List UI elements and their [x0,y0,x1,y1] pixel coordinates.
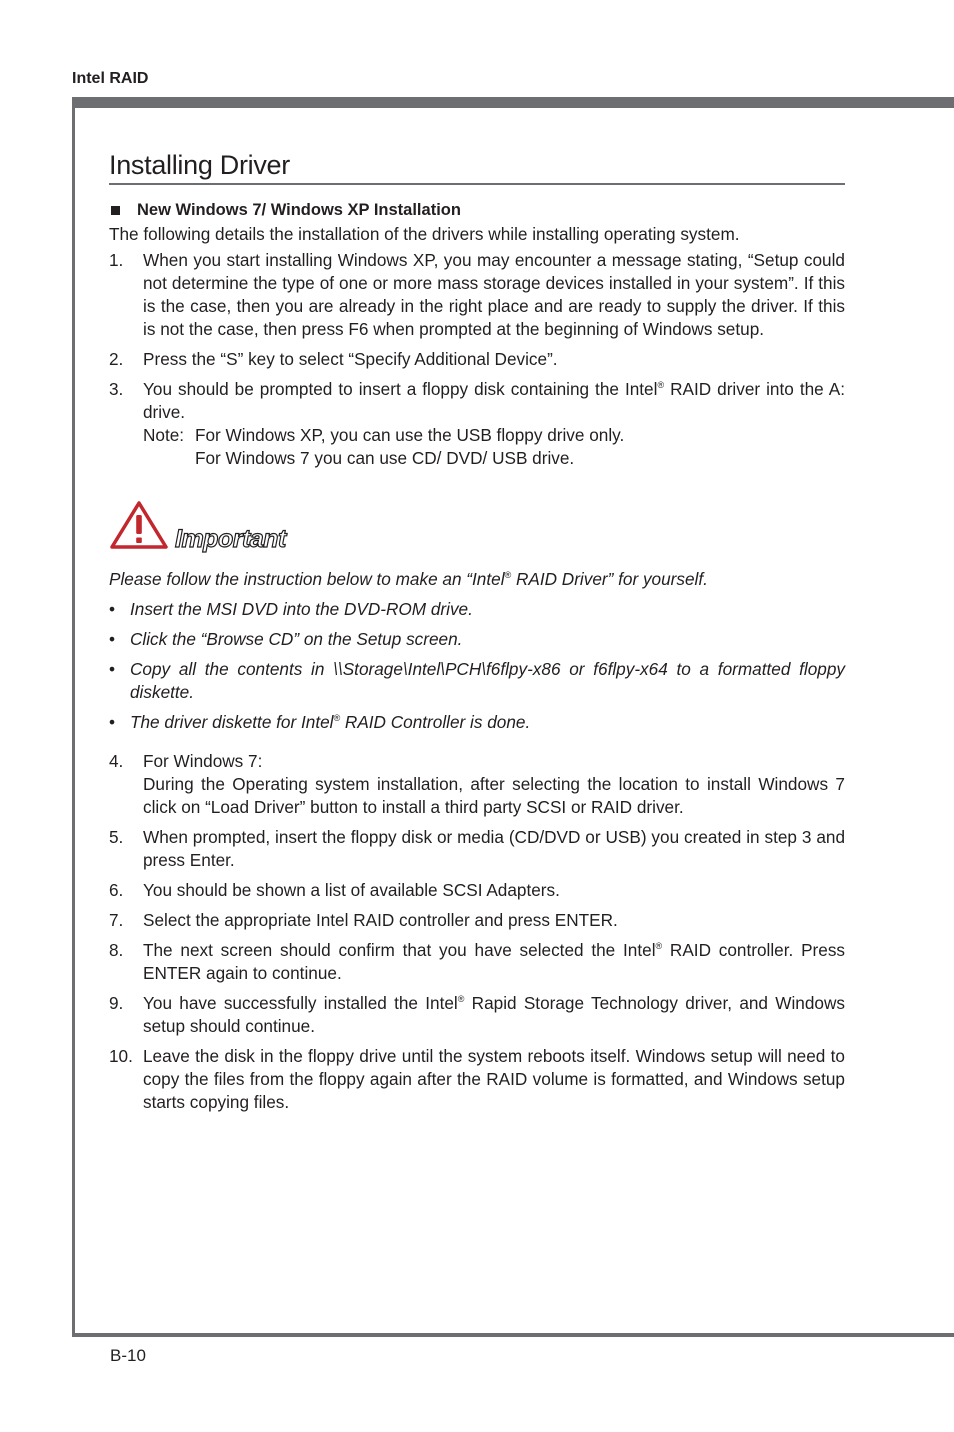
step-text: The next screen should confirm that you have selected the Intel [143,940,656,960]
step-text: Leave the disk in the floppy drive until the system reboots itself. Windows setup will need to copy the files from the floppy again after the RAID volume is formatted, and Windows setup starts copying files. [143,1046,845,1112]
subsection-heading [109,199,845,222]
list-item [109,378,845,470]
note-lines [195,424,624,470]
list-item [109,1045,845,1114]
list-item [109,249,845,341]
step-text-cont: Rapid Storage Technology driver, and Windows setup should continue. [143,993,845,1036]
list-item [109,658,845,704]
step-text-cont: RAID driver into the A: drive. [143,379,845,422]
important-bullet-list [109,598,845,734]
footer-rule [72,1333,954,1337]
step-text: When you start installing Windows XP, you may encounter a message stating, “Setup could not determine the type of one or more mass storage devices installed in your system”. If this is the case, then you are already in the right place and are ready to supply the driver. If this is not the case, then press F6 when prompted at the beginning of Windows setup. [143,250,845,339]
left-margin-rule [72,97,75,1334]
step-text: When prompted, insert the floppy disk or media (CD/DVD or USB) you created in step 3 and press Enter. [143,827,845,870]
step-number: 1. [109,250,124,270]
step-text: Select the appropriate Intel RAID controller and press ENTER. [143,910,618,930]
important-intro-text: Please follow the instruction below to make an “Intel [109,569,505,589]
step-number: 2. [109,349,124,369]
step-text: You should be shown a list of available SCSI Adapters. [143,880,560,900]
step-text: You should be prompted to insert a floppy disk containing the Intel [143,379,658,399]
list-item [109,750,845,819]
page-number: B-10 [110,1346,146,1365]
step-text: You have successfully installed the Intel [143,993,458,1013]
bullet-body [130,711,845,734]
list-item [109,939,845,985]
registered-mark: ® [457,994,465,1004]
step-number: 6. [109,880,124,900]
page-content [109,148,845,1121]
important-intro-text-cont: RAID Driver” for yourself. [511,569,708,589]
note [143,424,845,470]
step-number: 8. [109,940,124,960]
step-body [143,378,845,470]
registered-mark: ® [657,380,665,390]
list-item [109,879,845,902]
step-text: Press the “S” key to select “Specify Additional Device”. [143,349,558,369]
subsection-heading-text: New Windows 7/ Windows XP Installation [137,201,461,219]
step-number: 4. [109,751,124,771]
important-callout-header [109,500,845,562]
bullet-icon: • [109,659,116,679]
list-item [109,711,845,734]
bullet-icon: • [109,629,116,649]
step-body [143,939,845,985]
bullet-text-cont: RAID Controller is done. [340,712,531,732]
square-bullet-icon [111,206,120,215]
step-text: During the Operating system installation, after selecting the location to install Windows 7 click on “Load Driver” button to install a third party SCSI or RAID driver. [143,774,845,817]
bullet-text: Click the “Browse CD” on the Setup screen. [130,629,463,649]
step-body [143,992,845,1038]
important-title: Important [175,525,286,553]
important-intro [109,568,845,591]
step-number: 3. [109,379,124,399]
step-subhead: For Windows 7: [143,751,263,771]
note-label: Note: [143,425,185,445]
bullet-text: The driver diskette for Intel [130,712,334,732]
list-item [109,598,845,621]
step-number: 9. [109,993,124,1013]
list-item [109,909,845,932]
registered-mark: ® [655,941,663,951]
bullet-icon: • [109,599,116,619]
step-number: 5. [109,827,124,847]
bullet-text: Copy all the contents in \\Storage\Intel\PCH\f6flpy-x86 or f6flpy-x64 to a formatted floppy diskette. [130,659,845,702]
list-item [109,348,845,371]
steps-list-a [109,249,845,470]
bullet-icon: • [109,712,116,732]
step-number: 7. [109,910,124,930]
section-title: Installing Driver [109,148,845,185]
registered-mark: ® [333,713,341,723]
note-line: For Windows XP, you can use the USB floppy drive only. [195,425,625,445]
list-item [109,628,845,651]
step-body [143,750,845,819]
header-rule [72,97,954,108]
bullet-text: Insert the MSI DVD into the DVD-ROM drive. [130,599,473,619]
list-item [109,992,845,1038]
list-item [109,826,845,872]
note-line: For Windows 7 you can use CD/ DVD/ USB drive. [195,448,575,468]
step-number: 10. [109,1046,133,1066]
warning-triangle-icon [109,500,169,550]
registered-mark: ® [504,570,512,580]
step-text-cont: RAID controller. Press ENTER again to continue. [143,940,846,983]
intro-paragraph: The following details the installation of the drivers while installing operating system. [109,224,740,244]
steps-list-b [109,750,845,1114]
running-head: Intel RAID [72,70,149,87]
